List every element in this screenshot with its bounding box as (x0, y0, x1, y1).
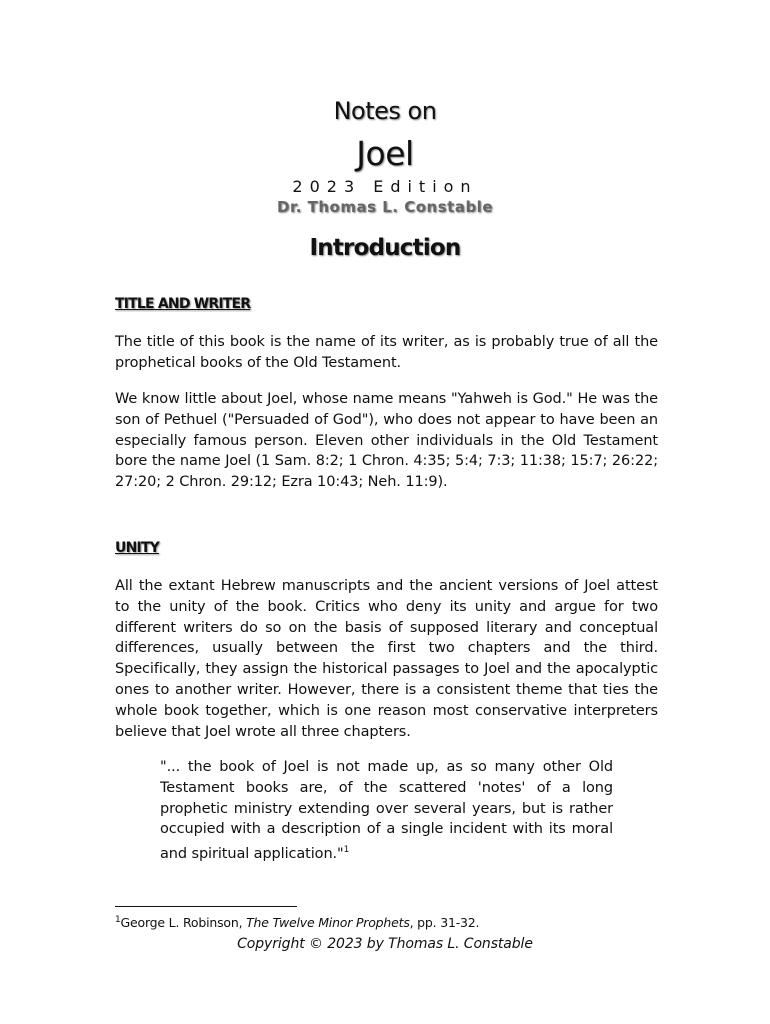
unity-heading: UNITY (115, 540, 159, 556)
title-paragraph: The title of this book is the name of its writer, as is probably true of all the prophetical books of the Old Testament. (115, 334, 658, 371)
footnote (115, 915, 479, 930)
author-name: Dr. Thomas L. Constable (277, 198, 493, 216)
title-and-writer-heading: TITLE AND WRITER (115, 296, 251, 312)
footnote-pages: , pp. 31-32. (409, 915, 480, 931)
writer-paragraph: We know little about Joel, whose name means "Yahweh is God." He was the son of Pethuel ("Persuaded of God"), who does not appear to have been an especially famous person. Eleven other individuals in the Old Testament bore the name Joel (1 Sam. 8:2; 1 Chron. 4:35; 5:4; 7:3; 11:38; 15:7; 26:22; 27:20; 2 Chron. 29:12; Ezra 10:43; Neh. 11:9). (115, 391, 658, 491)
footnote-author: George L. Robinson, (120, 915, 247, 931)
copyright-notice: Copyright © 2023 by Thomas L. Constable (237, 936, 533, 952)
footnote-reference[interactable]: 1 (343, 845, 350, 856)
footnote-number: 1 (115, 915, 121, 925)
edition-label: 2023 Edition (292, 177, 478, 196)
book-title: Joel (356, 134, 414, 173)
footnote-divider (115, 906, 297, 907)
block-quote (160, 757, 613, 865)
quote-text: "... the book of Joel is not made up, as so many other Old Testament books are, of the scattered 'notes' of a long prophetic ministry extending over several years, but is rather occupied with a description of a single incident with its moral and spiritual application." (160, 759, 613, 863)
unity-paragraph: All the extant Hebrew manuscripts and the ancient versions of Joel attest to the unity of the book. Critics who deny its unity and argue for two different writers do so on the basis of supposed literary and conceptual differences, usually between the first two chapters and the third. Specifically, they assign the historical passages to Joel and the apocalyptic ones to another writer. However, there is a consistent theme that ties the whole book together, which is one reason most conservative interpreters believe that Joel wrote all three chapters. (115, 578, 658, 740)
introduction-heading: Introduction (309, 235, 461, 261)
footnote-book-title: The Twelve Minor Prophets (246, 915, 410, 931)
notes-on-label: Notes on (333, 97, 437, 125)
